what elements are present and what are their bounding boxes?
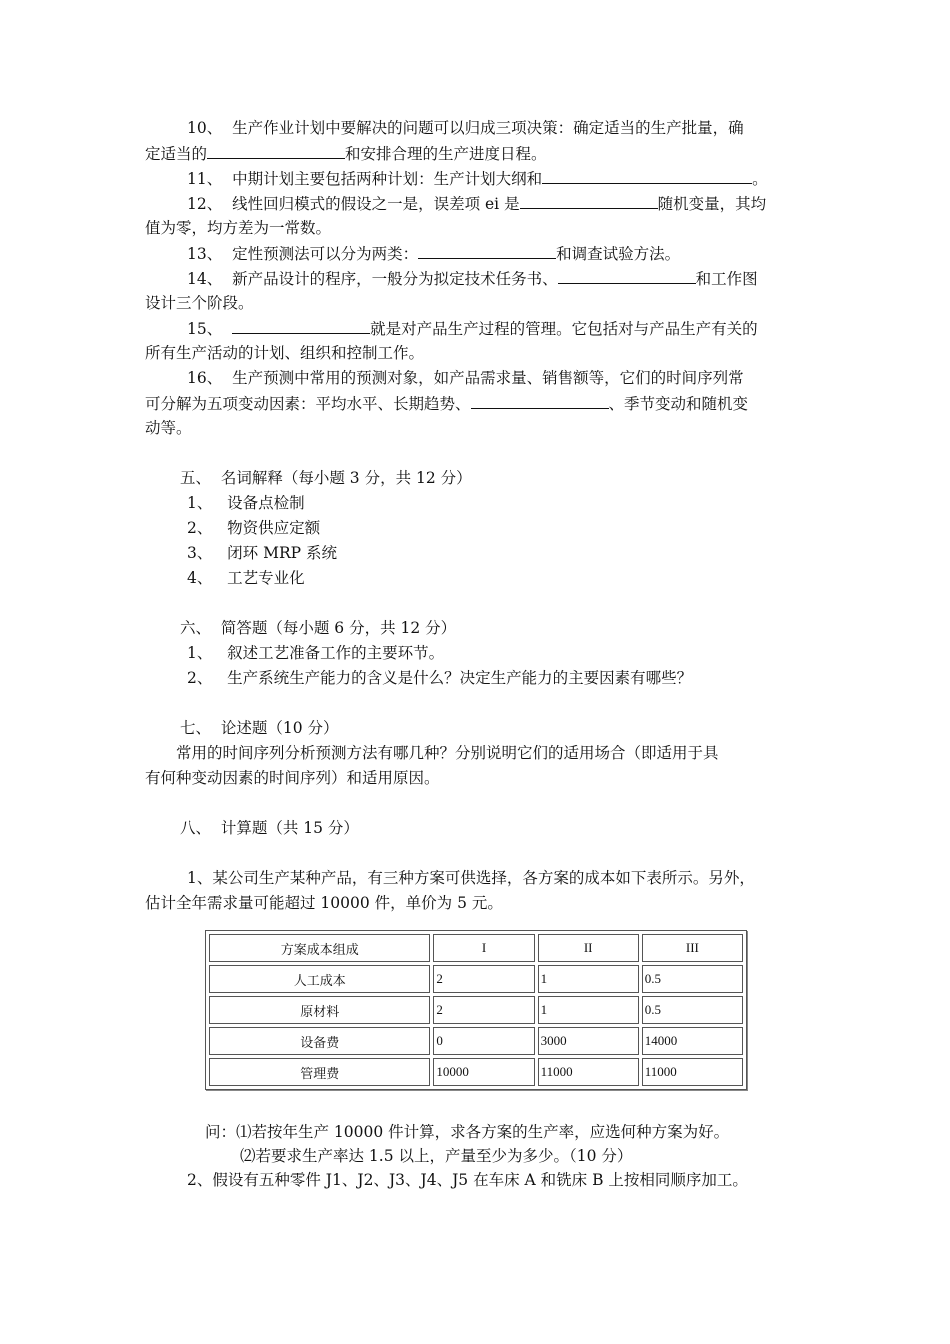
question-15-text: 就是对产品生产过程的管理。它包括对与产品生产有关的 <box>370 320 758 338</box>
question-14-text-b: 和工作图 <box>695 270 758 288</box>
table-row <box>209 965 743 993</box>
table-header-cell: 方案成本组成 <box>209 934 430 962</box>
question-12-line2: 值为零，均方差为一常数。 <box>145 219 332 237</box>
section-8-problem1-line1: 1、某公司生产某种产品，有三种方案可供选择，各方案的成本如下表所示。另外， <box>187 869 755 887</box>
table-cell: 2 <box>433 965 534 993</box>
table-cell: 0.5 <box>642 996 743 1024</box>
question-15-line1 <box>187 318 758 339</box>
section-8-problem1-line2: 估计全年需求量可能超过 10000 件，单价为 5 元。 <box>145 894 503 912</box>
table-header-cell: III <box>642 934 743 962</box>
question-16-line3: 动等。 <box>145 419 192 437</box>
section-8-question-1: 问：⑴若按年生产 10000 件计算，求各方案的生产率，应选何种方案为好。 <box>205 1123 730 1141</box>
question-11-end: 。 <box>752 170 768 188</box>
table-cell: 0 <box>433 1027 534 1055</box>
question-13-text-b: 和调查试验方法。 <box>556 245 681 263</box>
table-cell: 11000 <box>642 1058 743 1086</box>
table-cell: 人工成本 <box>209 965 430 993</box>
question-13 <box>187 243 680 264</box>
table-cell: 3000 <box>538 1027 639 1055</box>
table-cell: 1 <box>538 996 639 1024</box>
table-row <box>209 996 743 1024</box>
section-8-problem2: 2、假设有五种零件 J1、J2、J3、J4、J5 在车床 A 和铣床 B 上按相同顺序加工。 <box>187 1171 748 1189</box>
question-14-text-a: 14、 新产品设计的程序，一般分为拟定技术任务书、 <box>187 270 558 288</box>
cost-table <box>205 930 747 1090</box>
question-10-text-a: 定适当的 <box>145 145 208 163</box>
section-6-item: 2、 生产系统生产能力的含义是什么？决定生产能力的主要因素有哪些？ <box>187 669 693 687</box>
section-5-item: 2、 物资供应定额 <box>187 519 321 537</box>
table-cell: 管理费 <box>209 1058 430 1086</box>
table-cell: 1 <box>538 965 639 993</box>
table-cell: 10000 <box>433 1058 534 1086</box>
section-7-title: 七、 论述题（10 分） <box>180 719 339 737</box>
fill-blank[interactable] <box>471 393 609 409</box>
section-5-title: 五、 名词解释（每小题 3 分，共 12 分） <box>180 469 472 487</box>
question-15-line2: 所有生产活动的计划、组织和控制工作。 <box>145 344 425 362</box>
table-cell: 原材料 <box>209 996 430 1024</box>
fill-blank[interactable] <box>418 243 556 259</box>
fill-blank[interactable] <box>520 193 658 209</box>
table-cell: 设备费 <box>209 1027 430 1055</box>
table-cell: 11000 <box>538 1058 639 1086</box>
fill-blank[interactable] <box>207 143 345 159</box>
section-8-question-2: ⑵若要求生产率达 1.5 以上，产量至少为多少。（10 分） <box>240 1147 633 1165</box>
question-14-line1 <box>187 268 758 289</box>
section-7-para-line2: 有何种变动因素的时间序列）和适用原因。 <box>145 769 440 787</box>
question-11 <box>187 168 768 189</box>
table-row <box>209 1058 743 1086</box>
question-12-text-a: 12、 线性回归模式的假设之一是，误差项 ei 是 <box>187 195 520 213</box>
section-5-item: 4、 工艺专业化 <box>187 569 305 587</box>
question-10-line1: 10、 生产作业计划中要解决的问题可以归成三项决策：确定适当的生产批量，确 <box>187 119 744 137</box>
question-14-line2: 设计三个阶段。 <box>145 294 254 312</box>
section-5-item: 1、 设备点检制 <box>187 494 305 512</box>
fill-blank[interactable] <box>232 318 370 334</box>
question-10-line2 <box>145 143 547 164</box>
table-cell: 14000 <box>642 1027 743 1055</box>
question-16-line1: 16、 生产预测中常用的预测对象，如产品需求量、销售额等，它们的时间序列常 <box>187 369 744 387</box>
table-header-cell: I <box>433 934 534 962</box>
section-6-title: 六、 简答题（每小题 6 分，共 12 分） <box>180 619 457 637</box>
fill-blank[interactable] <box>542 168 752 184</box>
table-row <box>209 1027 743 1055</box>
table-header-row <box>209 934 743 962</box>
question-12-line1 <box>187 193 766 214</box>
table-cell: 2 <box>433 996 534 1024</box>
question-16-text-a: 可分解为五项变动因素：平均水平、长期趋势、 <box>145 395 471 413</box>
table-header-cell: II <box>538 934 639 962</box>
question-10-text-b: 和安排合理的生产进度日程。 <box>345 145 547 163</box>
section-5-item: 3、 闭环 MRP 系统 <box>187 544 337 562</box>
question-12-text-b: 随机变量，其均 <box>657 195 767 213</box>
section-6-item: 1、 叙述工艺准备工作的主要环节。 <box>187 644 445 662</box>
table-cell: 0.5 <box>642 965 743 993</box>
question-16-line2 <box>145 393 748 414</box>
section-7-para-line1: 常用的时间序列分析预测方法有哪几种？分别说明它们的适用场合（即适用于具 <box>176 744 719 762</box>
question-16-text-b: 、季节变动和随机变 <box>608 395 749 413</box>
fill-blank[interactable] <box>558 268 696 284</box>
question-15-number: 15、 <box>187 320 233 338</box>
question-11-text: 11、 中期计划主要包括两种计划：生产计划大纲和 <box>187 170 543 188</box>
question-13-text-a: 13、 定性预测法可以分为两类： <box>187 245 419 263</box>
section-8-title: 八、 计算题（共 15 分） <box>180 819 359 837</box>
